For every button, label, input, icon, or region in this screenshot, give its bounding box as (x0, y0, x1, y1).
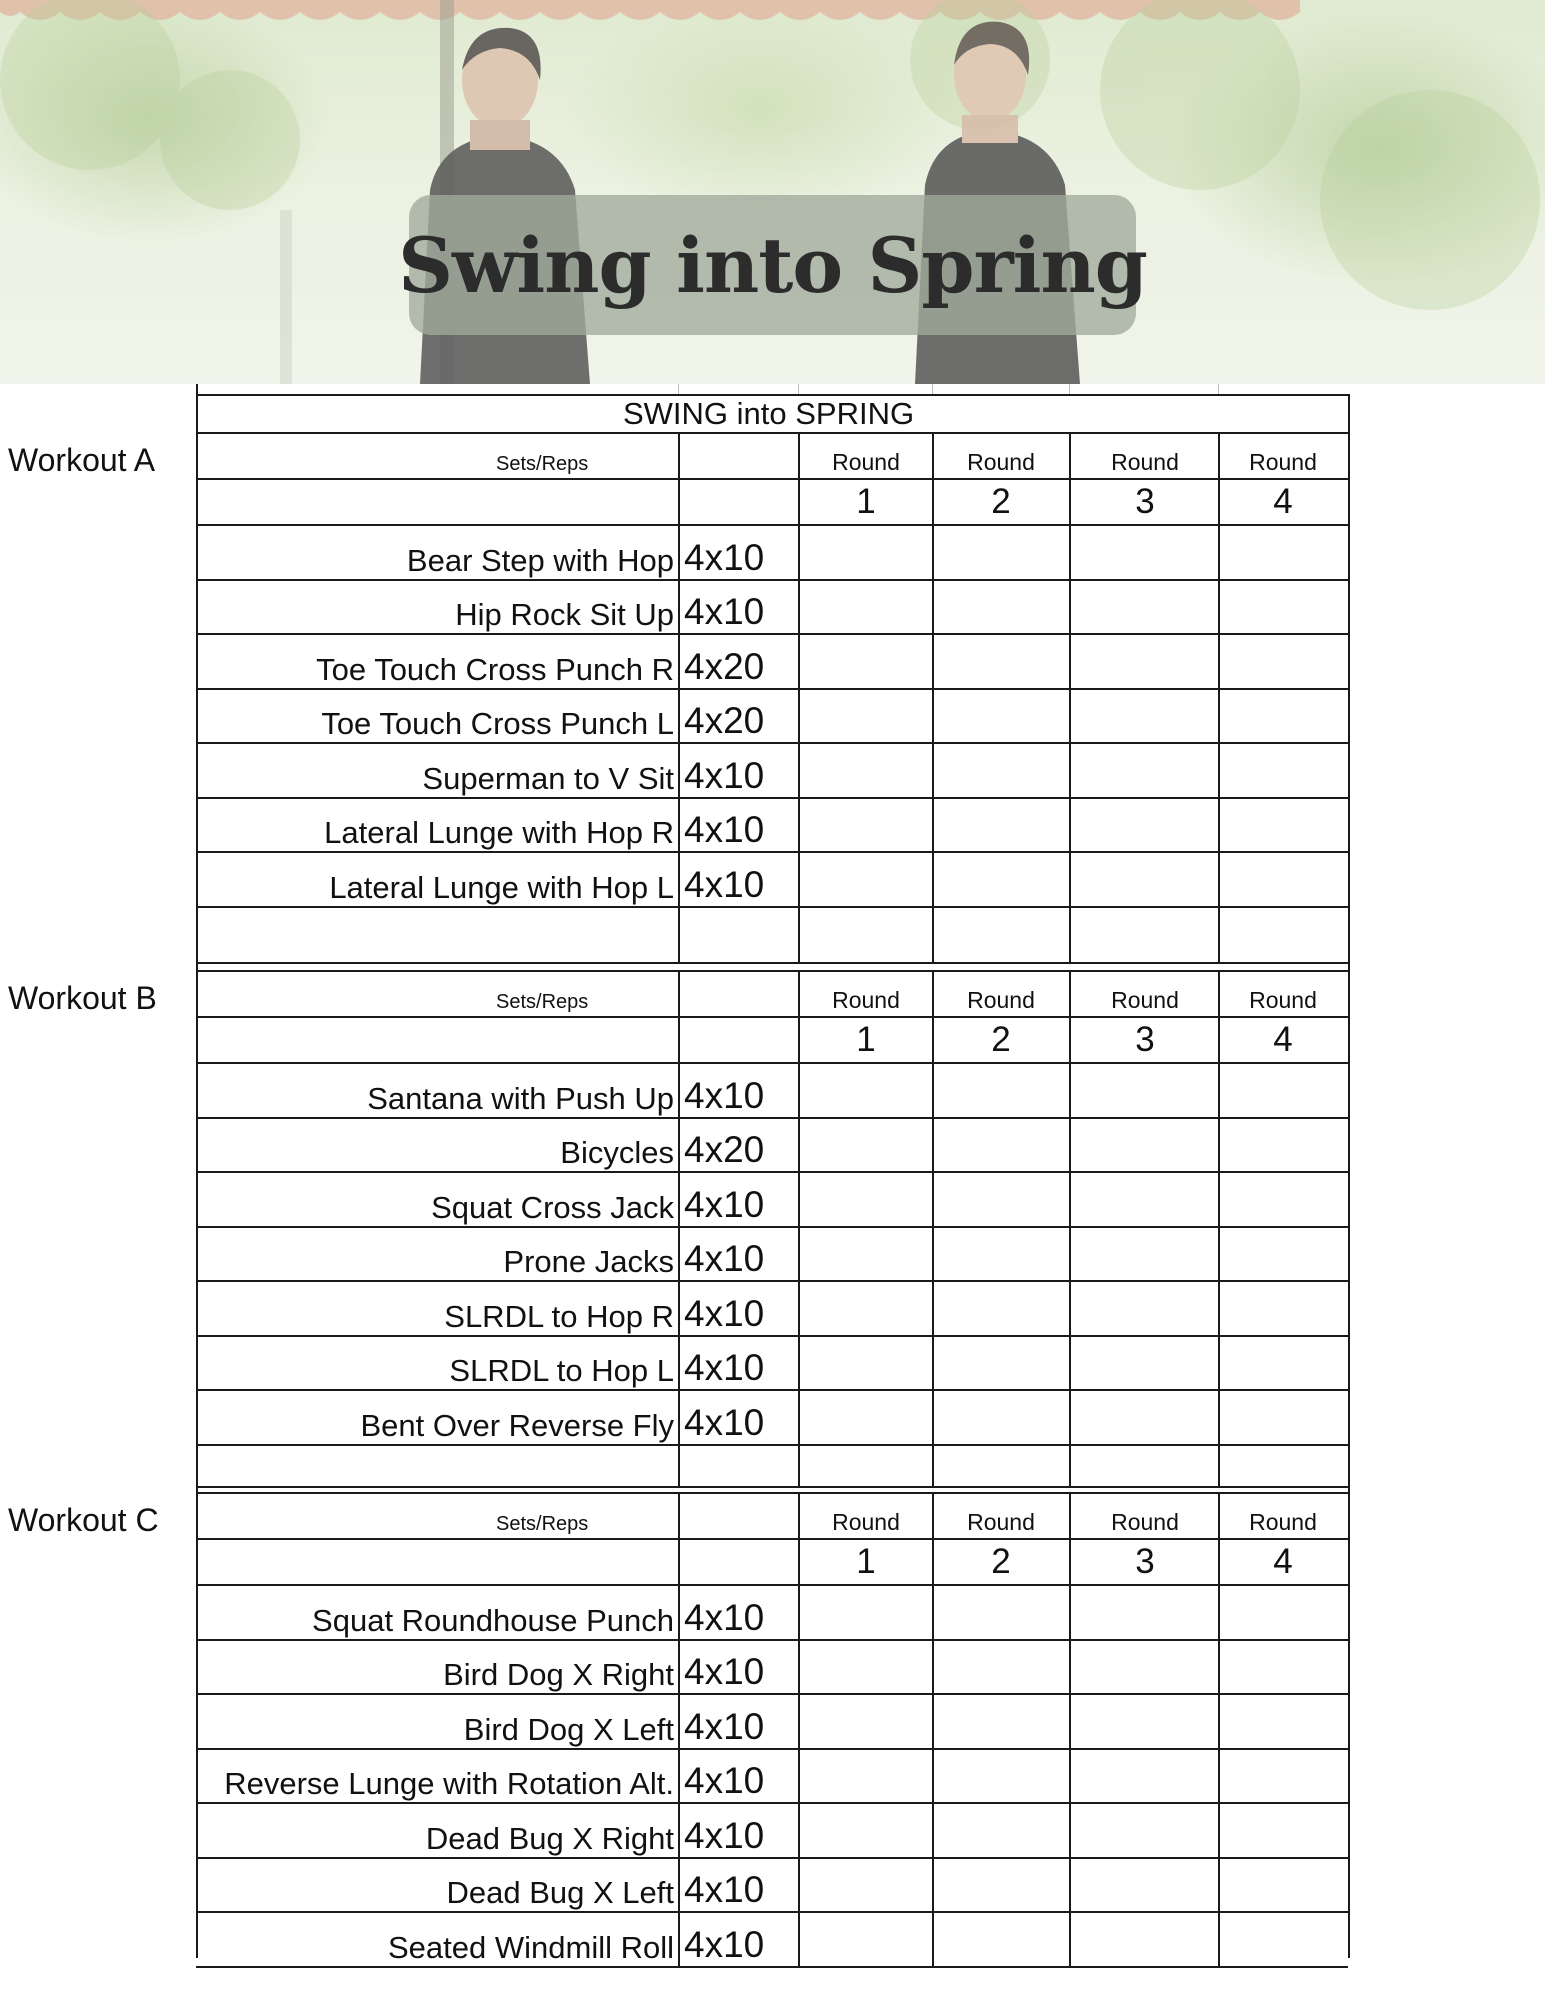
grid-line-vertical (1218, 970, 1220, 1486)
round-number-label: 3 (1135, 482, 1155, 521)
grid-line-vertical (1218, 1492, 1220, 1966)
exercise-sets-reps: 4x20 (684, 645, 765, 687)
workout-name: Workout A (8, 442, 156, 478)
grid-line-vertical (1348, 394, 1350, 1958)
exercise-name: Lateral Lunge with Hop R (324, 815, 674, 850)
exercise-name: SLRDL to Hop L (449, 1353, 674, 1388)
round-header-label: Round (832, 449, 900, 475)
grid-line-vertical (798, 432, 800, 962)
exercise-row (196, 524, 1348, 579)
grid-line-vertical (1069, 1492, 1071, 1966)
exercise-sets-reps: 4x10 (684, 1760, 765, 1801)
grid-line-vertical (932, 432, 934, 962)
grid-line-vertical (932, 1492, 934, 1966)
grid-line-vertical (678, 970, 680, 1016)
round-header-label: Round (1249, 1509, 1317, 1535)
grid-line-horizontal (196, 906, 1348, 908)
grid-line-horizontal (196, 1538, 1348, 1540)
exercise-sets-reps: 4x10 (684, 1347, 765, 1388)
round-header-label: Round (1249, 449, 1317, 475)
exercise-name: Dead Bug X Left (446, 1875, 674, 1910)
exercise-row (196, 1857, 1348, 1912)
round-number-label: 4 (1273, 1542, 1293, 1581)
grid-line-horizontal (196, 478, 1348, 480)
exercise-sets-reps: 4x10 (684, 1074, 765, 1116)
grid-line-vertical (798, 384, 799, 394)
grid-line-horizontal (196, 1966, 1348, 1968)
grid-line-vertical (678, 1016, 680, 1486)
exercise-sets-reps: 4x10 (684, 1596, 765, 1638)
grid-line-vertical (798, 1492, 800, 1966)
grid-line-vertical (678, 384, 679, 394)
exercise-row (196, 1693, 1348, 1748)
exercise-name: Toe Touch Cross Punch L (321, 706, 674, 741)
exercise-row (196, 797, 1348, 852)
grid-line-vertical (678, 432, 680, 478)
exercise-row (196, 1280, 1348, 1335)
exercise-name: Squat Cross Jack (431, 1189, 674, 1225)
round-number-label: 2 (991, 1542, 1011, 1581)
exercise-sets-reps: 4x10 (684, 1923, 765, 1965)
round-header-label: Round (1111, 987, 1179, 1013)
round-number-label: 1 (856, 1542, 876, 1581)
exercise-sets-reps: 4x20 (684, 700, 765, 741)
hero-banner (0, 0, 1545, 384)
exercise-name: Superman to V Sit (422, 760, 674, 796)
round-number-label: 4 (1273, 482, 1293, 521)
exercise-sets-reps: 4x10 (684, 809, 765, 850)
grid-line-horizontal (196, 1486, 1348, 1488)
round-header-label: Round (967, 987, 1035, 1013)
exercise-name: Hip Rock Sit Up (455, 597, 674, 632)
grid-line-vertical (678, 478, 680, 962)
round-header-label: Round (832, 1509, 900, 1535)
exercise-row (196, 1802, 1348, 1857)
exercise-row (196, 1062, 1348, 1117)
exercise-row (196, 1117, 1348, 1172)
exercise-row (196, 633, 1348, 688)
exercise-name: Bent Over Reverse Fly (360, 1407, 674, 1443)
exercise-name: Bicycles (560, 1135, 674, 1170)
round-header-label: Round (832, 987, 900, 1013)
exercise-row (196, 1911, 1348, 1966)
exercise-row (196, 688, 1348, 743)
round-number-label: 2 (991, 482, 1011, 521)
exercise-row (196, 1584, 1348, 1639)
exercise-sets-reps: 4x10 (684, 1401, 765, 1443)
exercise-sets-reps: 4x10 (684, 1183, 765, 1225)
grid-line-vertical (932, 384, 933, 394)
exercise-row (196, 1748, 1348, 1803)
exercise-sets-reps: 4x10 (684, 754, 765, 796)
round-number-label: 3 (1135, 1542, 1155, 1581)
grid-line-vertical (1069, 384, 1070, 394)
exercise-row (196, 1335, 1348, 1390)
sheet-title: SWING into SPRING (623, 396, 915, 431)
exercise-name: Dead Bug X Right (425, 1820, 674, 1856)
round-number-label: 4 (1273, 1020, 1293, 1059)
exercise-row (196, 1226, 1348, 1281)
exercise-name: Santana with Push Up (367, 1080, 674, 1116)
exercise-row (196, 1389, 1348, 1444)
exercise-name: Bear Step with Hop (406, 542, 674, 578)
round-number-label: 3 (1135, 1020, 1155, 1059)
exercise-sets-reps: 4x10 (684, 863, 765, 905)
exercise-sets-reps: 4x10 (684, 1651, 765, 1692)
grid-line-vertical (678, 1538, 680, 1966)
grid-line-vertical (1218, 384, 1219, 394)
round-number-label: 1 (856, 482, 876, 521)
exercise-name: Seated Windmill Roll (388, 1929, 674, 1965)
exercise-name: Toe Touch Cross Punch R (316, 651, 674, 687)
grid-line-horizontal (196, 1492, 1348, 1494)
exercise-name: Bird Dog X Left (463, 1711, 674, 1747)
round-number-label: 2 (991, 1020, 1011, 1059)
round-header-label: Round (1249, 987, 1317, 1013)
grid-line-vertical (1069, 432, 1071, 962)
exercise-row (196, 742, 1348, 797)
workout-name: Workout C (8, 1502, 159, 1538)
exercise-name: SLRDL to Hop R (444, 1298, 674, 1334)
grid-line-vertical (798, 970, 800, 1486)
exercise-sets-reps: 4x10 (684, 1705, 765, 1747)
round-header-label: Round (967, 449, 1035, 475)
workout-sheet (0, 384, 1545, 2000)
sets-reps-header: Sets/Reps (496, 991, 589, 1013)
round-header-label: Round (1111, 1509, 1179, 1535)
exercise-name: Reverse Lunge with Rotation Alt. (224, 1766, 674, 1801)
hero-title-box (398, 195, 1147, 335)
sets-reps-header: Sets/Reps (496, 1513, 589, 1535)
exercise-sets-reps: 4x10 (684, 536, 765, 578)
grid-line-horizontal (196, 970, 1348, 972)
exercise-row (196, 1639, 1348, 1694)
grid-line-vertical (1069, 970, 1071, 1486)
exercise-sets-reps: 4x10 (684, 1292, 765, 1334)
exercise-name: Lateral Lunge with Hop L (329, 869, 674, 905)
exercise-name: Prone Jacks (503, 1244, 674, 1279)
round-number-label: 1 (856, 1020, 876, 1059)
grid-line-horizontal (196, 962, 1348, 964)
hero-title: Swing into Spring (398, 220, 1147, 310)
grid-line-vertical (678, 1492, 680, 1538)
grid-line-horizontal (196, 432, 1348, 434)
sets-reps-header: Sets/Reps (496, 453, 589, 475)
exercise-sets-reps: 4x10 (684, 1814, 765, 1856)
exercise-sets-reps: 4x20 (684, 1129, 765, 1170)
exercise-sets-reps: 4x10 (684, 1238, 765, 1279)
exercise-row (196, 1171, 1348, 1226)
grid-line-horizontal (196, 1016, 1348, 1018)
grid-line-vertical (932, 970, 934, 1486)
round-header-label: Round (1111, 449, 1179, 475)
exercise-row (196, 851, 1348, 906)
exercise-row (196, 579, 1348, 634)
exercise-sets-reps: 4x10 (684, 591, 765, 632)
grid-line-vertical (1218, 432, 1220, 962)
workout-name: Workout B (8, 980, 157, 1016)
exercise-name: Bird Dog X Right (443, 1657, 674, 1692)
grid-line-horizontal (196, 1444, 1348, 1446)
exercise-sets-reps: 4x10 (684, 1869, 765, 1910)
exercise-name: Squat Roundhouse Punch (312, 1602, 674, 1638)
round-header-label: Round (967, 1509, 1035, 1535)
